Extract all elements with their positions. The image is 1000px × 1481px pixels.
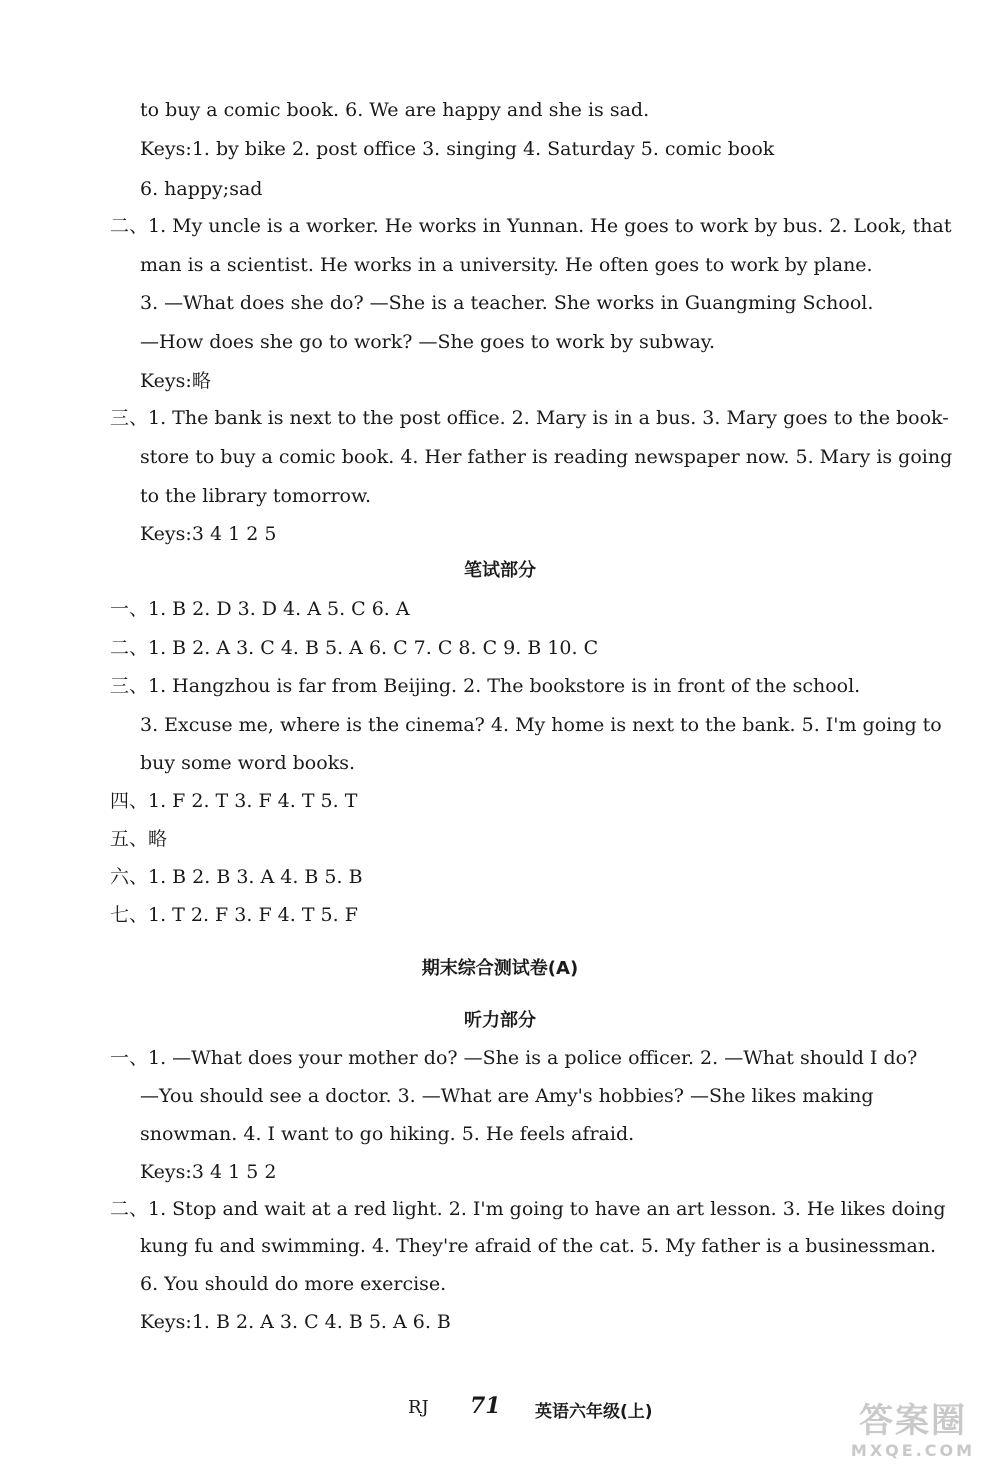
book-title: 英语六年级(上) <box>535 1402 653 1422</box>
text-line: 6. happy;sad <box>140 178 263 200</box>
text-line: 二、1. B 2. A 3. C 4. B 5. A 6. C 7. C 8. C 9. B 10. C <box>110 637 599 659</box>
text-line: Keys:1. by bike 2. post office 3. singing 4. Saturday 5. comic book <box>140 138 775 160</box>
text-line: to the library tomorrow. <box>140 485 372 507</box>
watermark-bottom: MXQE.COM <box>850 1441 976 1460</box>
section-heading: 期末综合测试卷(A) <box>421 958 579 979</box>
text-line: 3. —What does she do? —She is a teacher. She works in Guangming School. <box>140 292 874 314</box>
text-line: store to buy a comic book. 4. Her father is reading newspaper now. 5. Mary is going <box>140 446 953 468</box>
text-line: 五、略 <box>110 828 168 850</box>
text-line: 一、1. B 2. D 3. D 4. A 5. C 6. A <box>110 598 410 620</box>
text-line: —How does she go to work? —She goes to work by subway. <box>140 331 716 353</box>
watermark-logo <box>838 1401 988 1471</box>
text-line: Keys:1. B 2. A 3. C 4. B 5. A 6. B <box>140 1311 451 1333</box>
text-line: Keys:3 4 1 5 2 <box>140 1161 277 1183</box>
text-line: 二、1. My uncle is a worker. He works in Yunnan. He goes to work by bus. 2. Look, that <box>110 215 952 237</box>
text-line: —You should see a doctor. 3. —What are Amy's hobbies? —She likes making <box>140 1085 874 1107</box>
text-line: 三、1. The bank is next to the post office. 2. Mary is in a bus. 3. Mary goes to the book- <box>110 407 949 429</box>
section-heading: 听力部分 <box>464 1010 536 1031</box>
section-heading: 笔试部分 <box>464 560 536 581</box>
text-line: to buy a comic book. 6. We are happy and she is sad. <box>140 99 650 121</box>
text-line: 三、1. Hangzhou is far from Beijing. 2. The bookstore is in front of the school. <box>110 675 861 697</box>
text-line: Keys:3 4 1 2 5 <box>140 523 277 545</box>
edition-label: RJ <box>408 1397 429 1418</box>
text-line: 七、1. T 2. F 3. F 4. T 5. F <box>110 904 358 926</box>
text-line: 四、1. F 2. T 3. F 4. T 5. T <box>110 790 358 812</box>
text-line: snowman. 4. I want to go hiking. 5. He feels afraid. <box>140 1123 635 1145</box>
text-line: 一、1. —What does your mother do? —She is a police officer. 2. —What should I do? <box>110 1047 918 1069</box>
text-line: 6. You should do more exercise. <box>140 1273 447 1295</box>
page-number: 71 <box>470 1393 501 1419</box>
text-line: 二、1. Stop and wait at a red light. 2. I'm going to have an art lesson. 3. He likes doing <box>110 1198 946 1220</box>
text-line: kung fu and swimming. 4. They're afraid of the cat. 5. My father is a businessman. <box>140 1235 937 1257</box>
watermark-top: 答案圈 <box>859 1401 967 1441</box>
text-line: man is a scientist. He works in a university. He often goes to work by plane. <box>140 254 873 276</box>
text-line: buy some word books. <box>140 752 355 774</box>
text-line: 3. Excuse me, where is the cinema? 4. My home is next to the bank. 5. I'm going to <box>140 714 942 736</box>
text-line: Keys:略 <box>140 370 211 392</box>
text-line: 六、1. B 2. B 3. A 4. B 5. B <box>110 866 363 888</box>
